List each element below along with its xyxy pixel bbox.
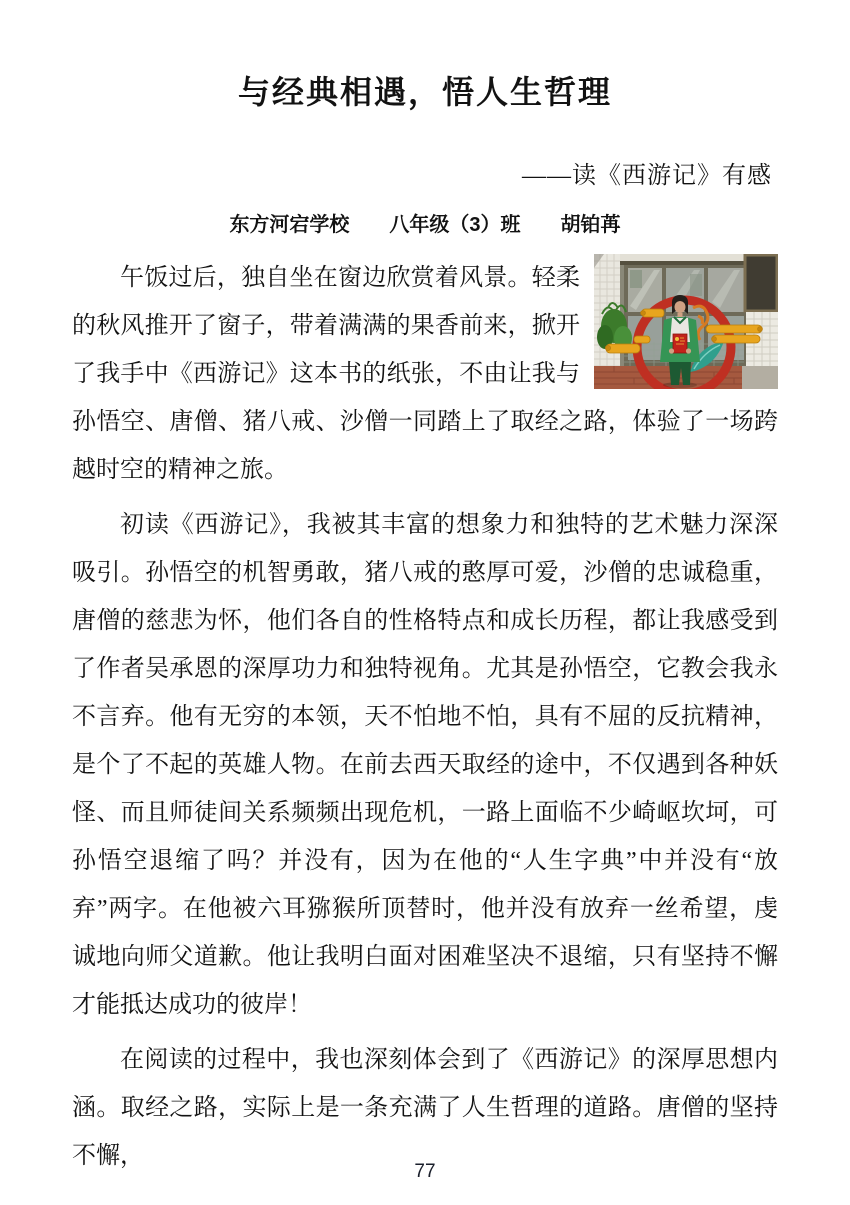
essay-byline: 东方河宕学校 八年级（3）班 胡铂苒 [229, 214, 621, 236]
page-number: 77 [414, 1161, 436, 1182]
essay-paragraph-1: 午饭过后，独自坐在窗边欣赏着风景。轻柔的秋风推开了窗子，带着满满的果香前来，掀开了我手中《西游记》这本书的纸张，不由让我与孙悟空、唐僧、猪八戒、沙僧一同踏上了取经之路，体验了一场跨越时空的精神之旅。 [72, 265, 778, 483]
essay-paragraph-2: 初读《西游记》，我被其丰富的想象力和独特的艺术魅力深深吸引。孙悟空的机智勇敢，猪八戒的憨厚可爱，沙僧的忠诚稳重，唐僧的慈悲为怀，他们各自的性格特点和成长历程，都让我感受到了作者吴承恩的深厚功力和独特视角。尤其是孙悟空，它教会我永不言弃。他有无穷的本领，天不怕地不怕，具有不屈的反抗精神，是个了不起的英雄人物。在前去西天取经的途中，不仅遇到各种妖怪、而且师徒间关系频频出现危机，一路上面临不少崎岖坎坷，可孙悟空退缩了吗？并没有，因为在他的“人生字典”中并没有“放弃”两字。在他被六耳猕猴所顶替时，他并没有放弃一丝希望，虔诚地向师父道歉。他让我明白面对困难坚决不退缩，只有坚持不懈才能抵达成功的彼岸！ [72, 512, 778, 1018]
essay-body [72, 254, 778, 1180]
essay-subtitle: ——读《西游记》有感 [522, 163, 772, 189]
essay-title: 与经典相遇，悟人生哲理 [237, 74, 612, 110]
student-photo-graphic [594, 254, 778, 389]
student-photo [594, 254, 778, 389]
essay-paragraph-3: 在阅读的过程中，我也深刻体会到了《西游记》的深厚思想内涵。取经之路，实际上是一条充满了人生哲理的道路。唐僧的坚持不懈， [72, 1047, 778, 1169]
